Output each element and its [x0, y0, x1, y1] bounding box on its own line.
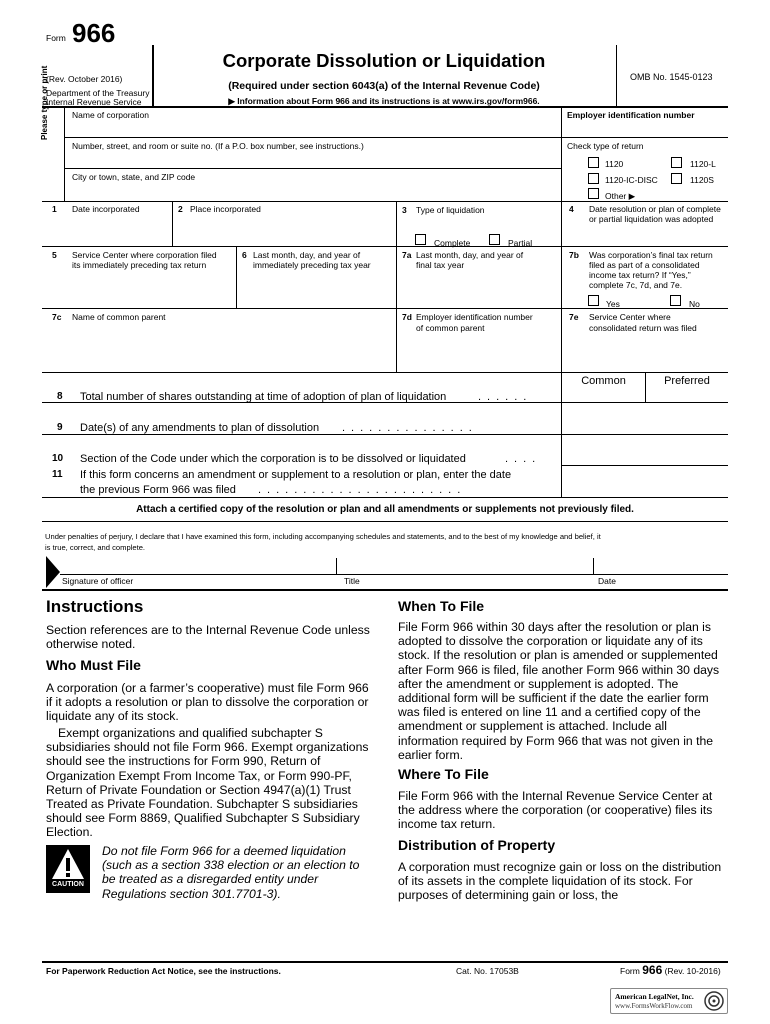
line-11-label-1: If this form concerns an amendment or supplement to a resolution or plan, enter the date: [80, 469, 512, 481]
line-4-num: 4: [569, 204, 574, 214]
form-subtitle: (Required under section 6043(a) of the Internal Revenue Code): [228, 80, 540, 92]
checkbox-1120s[interactable]: [671, 173, 682, 184]
caution-box: [46, 845, 90, 893]
who-must-file-p2: Exempt organizations and qualified subchapter S subsidiaries should not file Form 966. Exempt organizations should see the instructions for Form 990, Return of Organization Exempt From Income Tax, or Form 990-PF, Return of Private Foundation or Section 4947(a)(1) Trust Treated as Private Foundation. Subchapter S subsidiaries should see Form 8869, Qualified Subchapter S Subsidiary Election.: [46, 726, 369, 840]
instructions-intro: Section references are to the Internal Revenue Code unless otherwise noted.: [46, 623, 370, 652]
label-1120-l: 1120-L: [690, 159, 716, 169]
info-line: ▶ Information about Form 966 and its instructions is at www.irs.gov/form966.: [228, 96, 540, 106]
line-7d-label-1: Employer identification number: [416, 312, 533, 322]
department-line: Department of the Treasury: [46, 88, 150, 98]
label-other: Other ▶: [605, 191, 636, 201]
line-7b-label-4: complete 7c, 7d, and 7e.: [589, 280, 683, 290]
line-7a-label-2: final tax year: [416, 260, 465, 270]
line-9-label: Date(s) of any amendments to plan of dissolution: [80, 422, 320, 434]
line-6-num: 6: [242, 250, 247, 260]
checkbox-1120-l[interactable]: [671, 157, 682, 168]
form-number: 966: [72, 18, 116, 48]
line-7a-label-1: Last month, day, and year of: [416, 250, 524, 260]
signature-label: Signature of officer: [62, 576, 134, 586]
checkbox-partial[interactable]: [489, 234, 500, 245]
when-to-file-p: File Form 966 within 30 days after the resolution or plan is adopted to dissolve the corporation or liquidate any of its stock. If the resolution or plan is amended or supplemented after Form 966 is filed, file another Form 966 within 30 days after the amendment or supplement is adopted. The additional form will be sufficient if the date the earlier form was filed is entered on line 11 and a certified copy of the amendment or supplement is attached. Include all information required by Form 966 that was not given in the earlier form.: [398, 620, 720, 762]
check-type-label: Check type of return: [567, 141, 644, 151]
line-4-label-2: or partial liquidation was adopted: [589, 214, 714, 224]
col-preferred: Preferred: [664, 375, 710, 387]
perjury-statement-1: Under penalties of perjury, I declare that I have examined this form, including accompanying schedules and statements, and to the best of my knowledge and belief, it: [45, 532, 601, 541]
line-2-num: 2: [178, 204, 183, 214]
side-label: Please type or print: [40, 65, 49, 140]
who-must-file-p1: A corporation (or a farmer’s cooperative) must file Form 966 if it adopts a resolution or plan to dissolve the corporation or liquidate any of its stock.: [46, 681, 369, 724]
checkbox-1120[interactable]: [588, 157, 599, 168]
line-8-num: 8: [57, 391, 63, 402]
line-7c-label: Name of common parent: [72, 312, 166, 322]
sign-here-arrow-icon: [46, 556, 60, 588]
line-7e-label-2: consolidated return was filed: [589, 323, 697, 333]
line-8-common-field[interactable]: [562, 385, 645, 401]
checkbox-yes[interactable]: [588, 295, 599, 306]
line-7a-num: 7a: [402, 250, 412, 260]
title-field[interactable]: [340, 558, 592, 574]
line-10-label: Section of the Code under which the corporation is to be dissolved or liquidated: [80, 453, 466, 465]
label-1120s: 1120S: [690, 175, 714, 185]
attach-notice: Attach a certified copy of the resolution or plan and all amendments or supplements not previously filed.: [136, 504, 634, 515]
where-to-file-p: File Form 966 with the Internal Revenue Service Center at the address where the corporation (or cooperative) files its income tax return.: [398, 789, 713, 832]
line-7e-label-1: Service Center where: [589, 312, 671, 322]
corp-name-field[interactable]: [66, 120, 560, 136]
checkbox-complete[interactable]: [415, 234, 426, 245]
line-11-field[interactable]: [562, 467, 728, 497]
line-10-dots: ....: [505, 453, 542, 465]
line-7c-num: 7c: [52, 312, 62, 322]
ein-label: Employer identification number: [567, 110, 695, 120]
ein-field[interactable]: [562, 120, 728, 136]
line-3-num: 3: [402, 205, 407, 215]
distribution-heading: Distribution of Property: [398, 837, 556, 853]
line-11-num: 11: [52, 469, 63, 480]
distribution-p: A corporation must recognize gain or loss on the distribution of its assets in the complete liquidation of its stock. For purposes of determining gain or loss, the: [398, 860, 722, 903]
address-label: Number, street, and room or suite no. (If a P.O. box number, see instructions.): [72, 141, 364, 151]
legalnet-url: www.FormsWorkFlow.com: [615, 1002, 693, 1010]
line-3-label: Type of liquidation: [416, 205, 485, 215]
form-label: Form: [46, 33, 66, 43]
line-7e-num: 7e: [569, 312, 579, 322]
label-1120-ic-disc: 1120-IC-DISC: [605, 175, 658, 185]
footer-form-id: Form 966 (Rev. 10-2016): [620, 963, 721, 977]
checkbox-other[interactable]: [588, 188, 599, 199]
date-label: Date: [598, 576, 616, 586]
when-to-file-heading: When To File: [398, 598, 485, 614]
label-1120: 1120: [605, 159, 624, 169]
line-11-label-2: the previous Form 966 was filed: [80, 484, 236, 496]
col-common: Common: [581, 375, 626, 387]
paperwork-notice: For Paperwork Reduction Act Notice, see the instructions.: [46, 966, 281, 976]
cat-number: Cat. No. 17053B: [456, 966, 519, 976]
line-1-num: 1: [52, 204, 57, 214]
line-7d-label-2: of common parent: [416, 323, 485, 333]
arrow-right-icon: ▶: [228, 96, 238, 106]
line-5-label-1: Service Center where corporation filed: [72, 250, 217, 260]
omb-number: OMB No. 1545-0123: [630, 72, 713, 82]
form-revision: (Rev. October 2016): [46, 74, 123, 84]
perjury-statement-2: is true, correct, and complete.: [45, 543, 146, 552]
label-no: No: [689, 299, 700, 309]
signature-field[interactable]: [62, 558, 334, 574]
instructions-heading: Instructions: [46, 597, 144, 616]
corp-name-label: Name of corporation: [72, 110, 150, 120]
who-must-file-heading: Who Must File: [46, 657, 141, 673]
line-10-field[interactable]: [562, 436, 728, 464]
line-7b-label-1: Was corporation’s final tax return: [589, 250, 713, 260]
line-5-num: 5: [52, 250, 57, 260]
line-7b-num: 7b: [569, 250, 579, 260]
legalnet-logo-icon: [704, 991, 724, 1011]
line-7b-label-2: filed as part of a consolidated: [589, 260, 700, 270]
checkbox-no[interactable]: [670, 295, 681, 306]
form-title: Corporate Dissolution or Liquidation: [222, 50, 546, 71]
line-4-label-1: Date resolution or plan of complete: [589, 204, 721, 214]
address-field[interactable]: [66, 152, 560, 168]
label-yes: Yes: [606, 299, 620, 309]
line-6-label-2: immediately preceding tax year: [253, 260, 371, 270]
line-11-dots: .......................: [258, 484, 467, 496]
line-5-label-2: its immediately preceding tax return: [72, 260, 207, 270]
legalnet-name: American LegalNet, Inc.: [615, 992, 694, 1001]
irs-line: Internal Revenue Service: [46, 97, 142, 107]
line-9-dots: ...............: [342, 422, 478, 434]
label-partial: Partial: [508, 238, 533, 248]
caution-text: Do not file Form 966 for a deemed liquidation (such as a section 338 election or an election to be treated as a disregarded entity under Regulations section 301.7701-3).: [102, 844, 360, 901]
label-complete: Complete: [434, 238, 471, 248]
line-8-label: Total number of shares outstanding at time of adoption of plan of liquidation: [80, 391, 447, 403]
line-9-num: 9: [57, 422, 63, 433]
title-label: Title: [344, 576, 360, 586]
where-to-file-heading: Where To File: [398, 766, 489, 782]
line-10-num: 10: [52, 453, 64, 464]
city-label: City or town, state, and ZIP code: [72, 172, 196, 182]
line-2-label: Place incorporated: [190, 204, 261, 214]
legalnet-stamp: [610, 988, 728, 1014]
city-field[interactable]: [66, 183, 560, 200]
line-6-label-1: Last month, day, and year of: [253, 250, 361, 260]
caution-label: CAUTION: [52, 881, 84, 888]
line-7b-label-3: income tax return? If “Yes,”: [589, 270, 691, 280]
checkbox-1120-ic-disc[interactable]: [588, 173, 599, 184]
line-8-dots: ......: [478, 391, 533, 403]
line-9-field[interactable]: [562, 404, 728, 434]
line-8-preferred-field[interactable]: [646, 385, 728, 401]
line-7d-num: 7d: [402, 312, 412, 322]
date-field[interactable]: [596, 558, 728, 574]
line-1-label: Date incorporated: [72, 204, 140, 214]
warning-icon: [46, 847, 90, 881]
